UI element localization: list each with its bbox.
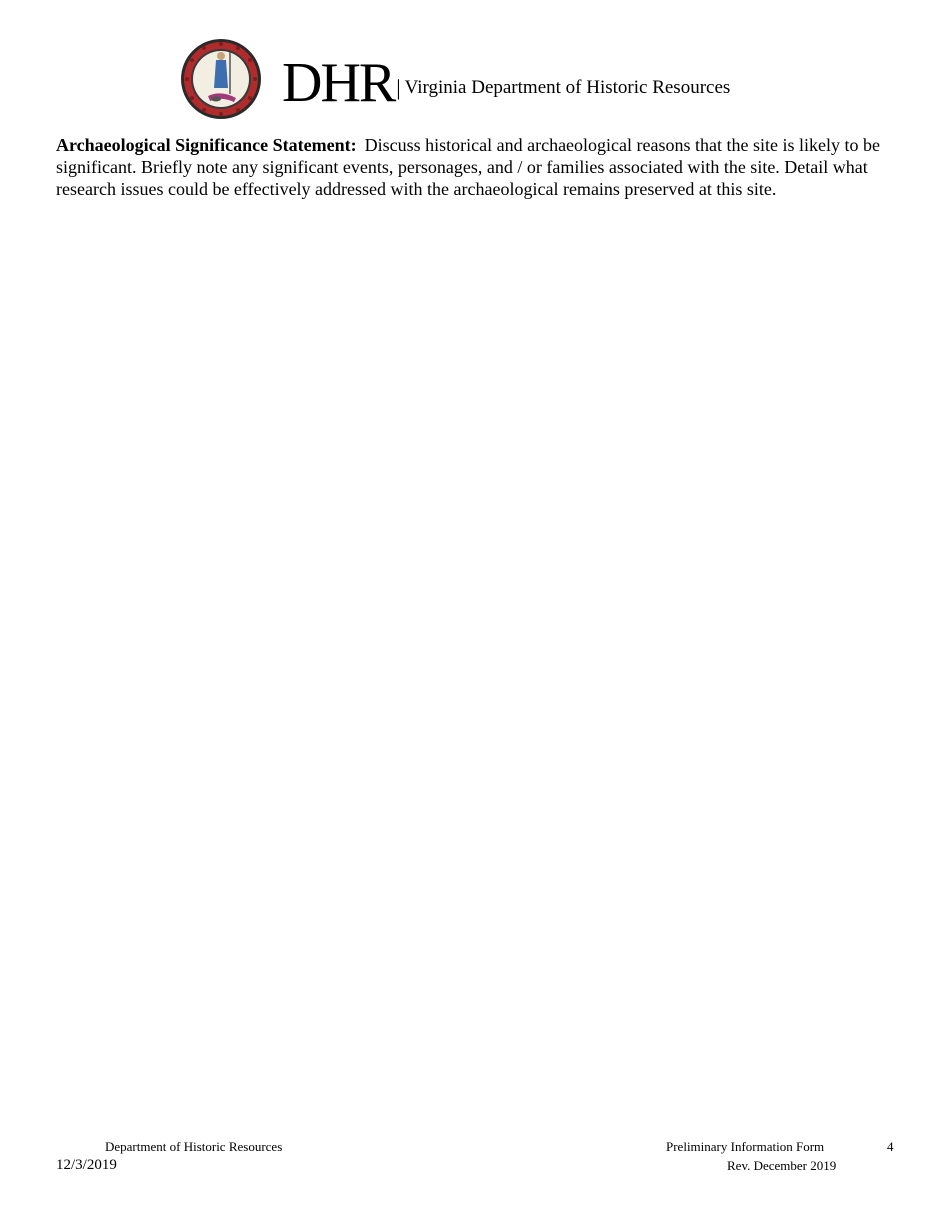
page-header xyxy=(180,38,760,120)
virginia-state-seal-icon xyxy=(180,38,262,120)
significance-statement xyxy=(56,134,896,200)
brand-separator: | xyxy=(396,75,401,100)
section-label: Archaeological Significance Statement: xyxy=(56,135,357,155)
brand-abbreviation: DHR xyxy=(282,52,395,114)
footer-form-name: Preliminary Information Form xyxy=(666,1139,825,1154)
section-instructions: Discuss historical and archaeological reasons that the site is likely to be significant. Briefly note any significant events, personages, and / or families associated with the site. Detail what research issues could be effectively addressed with the archaeological remains preserved at this site. xyxy=(56,135,880,199)
organization-name: Virginia Department of Historic Resources xyxy=(404,77,731,98)
footer-department: Department of Historic Resources xyxy=(105,1139,283,1154)
footer-page-number: 4 xyxy=(887,1139,894,1154)
brand-wordmark xyxy=(282,49,731,114)
footer-revision: Rev. December 2019 xyxy=(727,1158,837,1173)
footer-date: 12/3/2019 xyxy=(56,1157,117,1173)
